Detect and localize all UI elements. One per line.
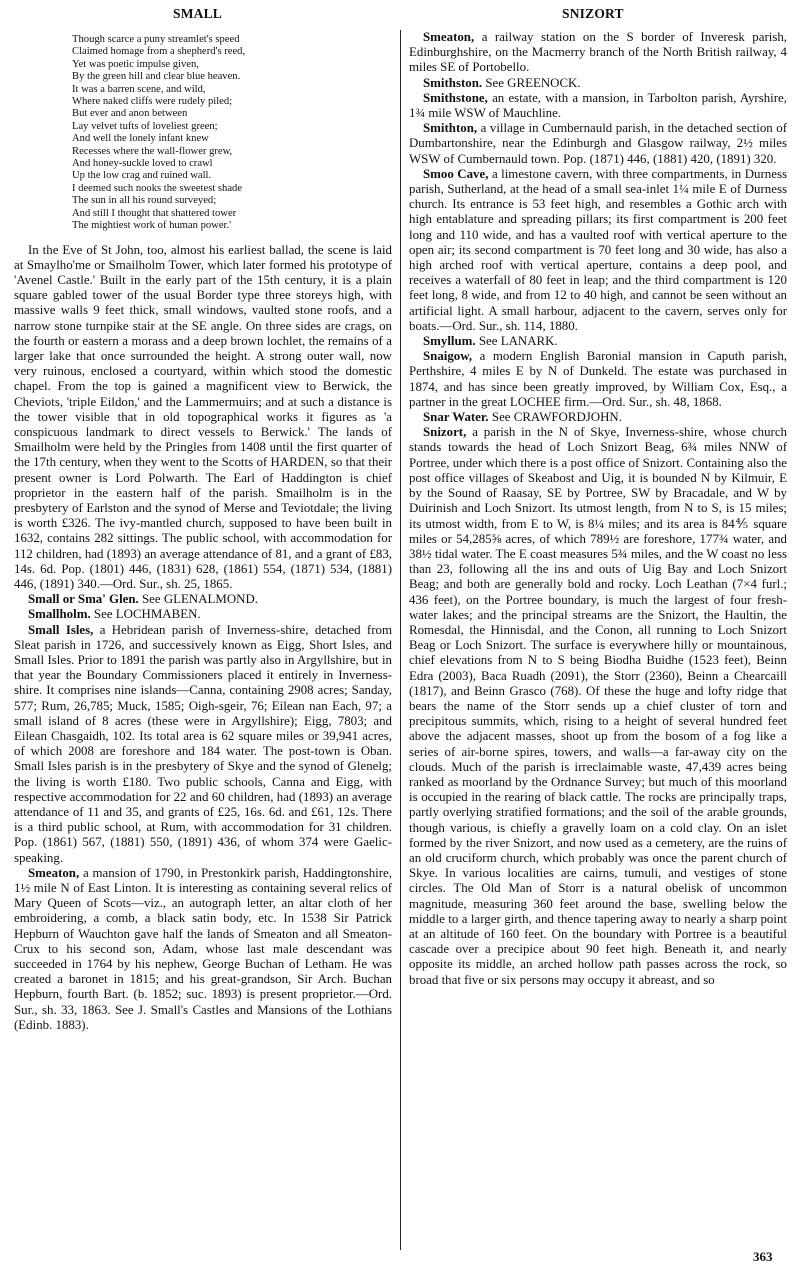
entry-text: See GREENOCK. [485, 75, 581, 90]
entry-text: a village in Cumbernauld parish, in the detached section of Dumbartonshire, near the Edinburgh and Glasgow railway, 2½ miles WSW of Cumbernauld town. Pop. (1871) 446, (1881) 420, (1891) 320. [409, 121, 787, 166]
entry-text: See GLENALMOND. [142, 592, 259, 607]
entry-head: Smallholm. [28, 607, 91, 622]
entry-head: Smeaton, [423, 30, 475, 44]
poem-quote [72, 34, 392, 233]
entry-head: Smithton, [423, 121, 478, 136]
header-left: SMALL [173, 6, 223, 21]
right-column [409, 30, 787, 988]
page-number: 363 [753, 1249, 773, 1264]
left-column [14, 30, 392, 1033]
poem-line: Yet was poetic impulse given, [72, 58, 199, 70]
entry-text: a modern English Baronial mansion in Caputh parish, Perthshire, 4 miles E by N of Dunkeld. The estate was purchased in 1874, and has since been greatly improved, by William Cox, Esq., a partner in the great LOCHEE firm.—Ord. Sur., sh. 48, 1868. [409, 349, 787, 409]
poem-line: I deemed such nooks the sweetest shade [72, 182, 243, 194]
poem-line: The mightiest work of human power.' [72, 220, 232, 232]
entry-smyllum [409, 334, 787, 349]
entry-text: a railway station on the S border of Inveresk parish, Edinburghshire, on the Macmerry branch of the North British railway, 4 miles SE of Portobello. [409, 30, 787, 75]
entry-text: See CRAWFORDJOHN. [491, 410, 622, 425]
entry-small-glen [14, 592, 392, 607]
entry-text: a Hebridean parish of Inverness-shire, detached from Sleat parish in 1726, and successively known as Eigg, Short Isles, and Small Isles. Prior to 1891 the parish was partly also in Argyllshire, but in that year the Boundary Commissioners placed it entirely in Inverness-shire. It comprises nine islands—Canna, containing 2908 acres; Sanday, 577; Rum, 26,785; Muck, 1585; Oigh-sgeir, 76; Eilean nan Each, 97; a small island of 8 acres (these were in Argyllshire); Eigg, 7803; and Eilean Chasgaidh, 102. Its total area is 62 square miles or 39,941 acres, of which 2008 are foreshore and 184 water. The post-town is Oban. Small Isles parish is in the presbytery of Skye and the synod of Glenelg; the living is worth £180. Two public schools, Canna and Eigg, with respective accommodation for 22 and 60 children, had (1893) an average attendance of 11 and 35, and grants of £25, 16s. 6d. and £61, 12s. There is a third public school, at Rum, with accommodation for 31 children. Pop. (1861) 567, (1881) 550, (1891) 436, of whom 374 were Gaelic-speaking. [14, 622, 392, 865]
entry-head: Snar Water. [423, 410, 489, 425]
poem-line: And honey-suckle loved to crawl [72, 158, 213, 170]
column-divider [400, 30, 401, 1250]
running-header [0, 6, 800, 24]
entry-smeaton-station [409, 30, 787, 76]
entry-snaigow [409, 349, 787, 410]
paragraph-smailholm: In the Eve of St John, too, almost his earliest ballad, the scene is laid at Smaylho'me or Smailholm Tower, which later formed his prototype of 'Avenel Castle.' Built in the early part of the 15th century, it is a plain square gabled tower of the usual Border type three storeys high, with massive walls 9 feet thick, small windows, vaulted stone roofs, and a narrow stone turnpike stair at the SE angle. On three sides are crags, on the fourth or eastern a morass and a deep brown lochlet, the remains of a larger lake that once surrounded the height. A strong outer wall, now very ruinous, enclosed a courtyard, within which stood the domestic chapel. From the top is gained a magnificent view to Berwick, the Cheviots, 'triple Eildon,' and the Lammermuirs; and at such a distance is the tower visible that in old topographical works it figures as 'a conspicuous landmark to direct vessels to Berwick.' The lands of Smailholm were held by the Pringles from 1408 until the first quarter of the 17th century, when they went to the Scotts of HARDEN, so that their present owner is Lord Polwarth. The Earl of Haddington is chief proprietor in the eastern half of the parish. Smailholm is in the presbytery of Earlston and the synod of Merse and Teviotdale; the living is worth £326. The ivy-mantled church, supposed to have been built in 1632, contains 282 sittings. The public school, with accommodation for 112 children, had (1893) an average attendance of 81, and a grant of £83, 14s. 6d. Pop. (1801) 446, (1831) 628, (1861) 554, (1871) 534, (1881) 446, (1891) 340.—Ord. Sur., sh. 25, 1865. [14, 242, 392, 591]
entry-small-isles [14, 623, 392, 866]
entry-smoo-cave [409, 167, 787, 334]
entry-head: Smyllum. [423, 334, 476, 349]
poem-line: But ever and anon between [72, 108, 188, 120]
entry-head: Small Isles, [28, 622, 94, 637]
poem-line: Claimed homage from a shepherd's reed, [72, 46, 246, 58]
entry-text: a limestone cavern, with three compartments, in Durness parish, Sutherland, at the head of a small sea-inlet 1¼ mile E of Durness church. Its entrance is 53 feet high, and resembles a Gothic arch with high entablature and spreading pillars; its first compartment is 200 feet long and 110 wide, and has a vaulted roof with vertical aperture to the open air; its second compartment is 70 feet long and 30 wide, has also a high arched roof with vertical aperture, contains a deep pool, and receives a waterfall of 80 feet in leap; and the third compartment is 120 feet long, 8 wide, and from 12 to 40 high, and cannot be seen without an artificial light. A small harbour, adjacent to the cavern, serves only for boats.—Ord. Sur., sh. 114, 1880. [409, 166, 787, 333]
entry-head: Snizort, [423, 425, 467, 440]
entry-head: Smeaton, [28, 865, 80, 880]
poem-line: And still I thought that shattered tower [72, 207, 237, 219]
poem-line: Lay velvet tufts of loveliest green; [72, 120, 218, 132]
poem-line: Though scarce a puny streamlet's speed [72, 34, 240, 45]
entry-text: a mansion of 1790, in Prestonkirk parish, Haddingtonshire, 1½ mile N of East Linton. It is interesting as containing several relics of Mary Queen of Scots—viz., an autograph letter, an altar cloth of her embroidering, a comb, a black satin body, etc. In 1538 Sir Patrick Hepburn of Wauchton gave half the lands of Smeaton and all Smeaton-Crux to his second son, Adam, whose last male descendant was succeeded in 1764 by his nephew, George Buchan of Letham. He was created a baronet in 1815; and his great-grandson, Sir Arch. Buchan Hepburn, fourth Bart. (b. 1852; suc. 1893) is present proprietor.—Ord. Sur., sh. 33, 1863. See J. Small's Castles and Mansions of the Lothians (Edinb. 1883). [14, 865, 392, 1032]
entry-head: Smoo Cave, [423, 166, 489, 181]
entry-text: a parish in the N of Skye, Inverness-shire, whose church stands towards the head of Loch Snizort Beag, 6¾ miles NNW of Portree, under which there is a post office of Snizort. Containing also the post office villages of Skeabost and Uig, it is bounded N by Kilmuir, E by the Sound of Raasay, SE by Portree, SW by Bracadale, and W by Duirinish and Loch Snizort. Its utmost length, from N to S, is 15 miles; its utmost width, from E to W, is 8¼ miles; and its area is 84⅘ square miles or 54,285⅝ acres, of which 789½ are foreshore, 177¾ water, and 38½ tidal water. The E coast measures 5¾ miles, and the W coast no less than 23, following all the ins and outs of Uig Bay and Loch Snizort Beag; and both are generally bold and rocky. Loch Leathan (7×4 furl.; 436 feet), on the Portree boundary, is much the largest of four fresh-water lakes; and the principal streams are the Snizort, the Haultin, the Romesdal, the Hinnisdal, and the Conon, all running to Loch Snizort Beag or Loch Snizort. The surface is everywhere hilly or mountainous, chief elevations from N to S being Biodha Buidhe (1523 feet), Beinn Edra (2003), Baca Ruadh (2091), the Storr (2360), Beinn a Chearcaill (1817), and Beinn Grasco (768). Of these the huge and lofty ridge that bears the name of the Storr sends up a chief cluster of torn and precipitous summits, which, rising to a height of several hundred feet above the adjacent masses, shoot up from the bosom of a fog like a series of air-borne spires, towers, and walls—a far-away city on the clouds. Much of the parish is irreclaimable waste, 47,439 acres being ranked as moorland by the Ordnance Survey; but much of this moorland is occupied in the rearing of black cattle. The rocks are principally traps, partly overlying stratified formations; and the soil of the arable grounds, though various, is chiefly a gravelly loam on a cold clay. On an islet formed by the river Snizort, and now used as a cemetery, are the ruins of an old cruciform church, which probably was once the parent church of Skye. In various localities are cairns, tumuli, and vestiges of stone circles. The Old Man of Storr is a natural obelisk of uncommon magnitude, measuring 360 feet around the base, swelling below the middle to a larger girth, and thence tapering away to nearly a sharp point at an altitude of 160 feet. On the boundary with Portree is a beautiful cascade over a precipice about 90 feet high. Beneath it, and nearly opposite its middle, an arched hollow path passes across the rock, so broad that five or six persons may occupy it abreast, and so [409, 425, 787, 987]
poem-line: Recesses where the wall-flower grew, [72, 145, 233, 157]
entry-head: Smithston. [423, 75, 483, 90]
poem-line: Where naked cliffs were rudely piled; [72, 96, 233, 108]
entry-text: an estate, with a mansion, in Tarbolton parish, Ayrshire, 1¾ mile WSW of Mauchline. [409, 90, 787, 121]
poem-line: The sun in all his round surveyed; [72, 195, 217, 207]
entry-smallholm [14, 607, 392, 622]
poem-line: Up the low crag and ruined wall. [72, 170, 212, 182]
entry-snar-water [409, 410, 787, 425]
entry-snizort [409, 425, 787, 988]
entry-smithstone [409, 91, 787, 121]
header-right: SNIZORT [562, 6, 624, 21]
entry-head: Snaigow, [423, 349, 473, 364]
entry-text: See LOCHMABEN. [93, 607, 201, 622]
entry-smithston [409, 76, 787, 91]
poem-line: And well the lonely infant knew [72, 133, 209, 145]
entry-smithton [409, 121, 787, 167]
entry-head: Smithstone, [423, 90, 488, 105]
entry-text: See LANARK. [478, 334, 558, 349]
entry-head: Small or Sma' Glen. [28, 592, 139, 607]
poem-line: By the green hill and clear blue heaven. [72, 71, 241, 83]
poem-line: It was a barren scene, and wild, [72, 83, 206, 95]
entry-smeaton-mansion [14, 866, 392, 1033]
